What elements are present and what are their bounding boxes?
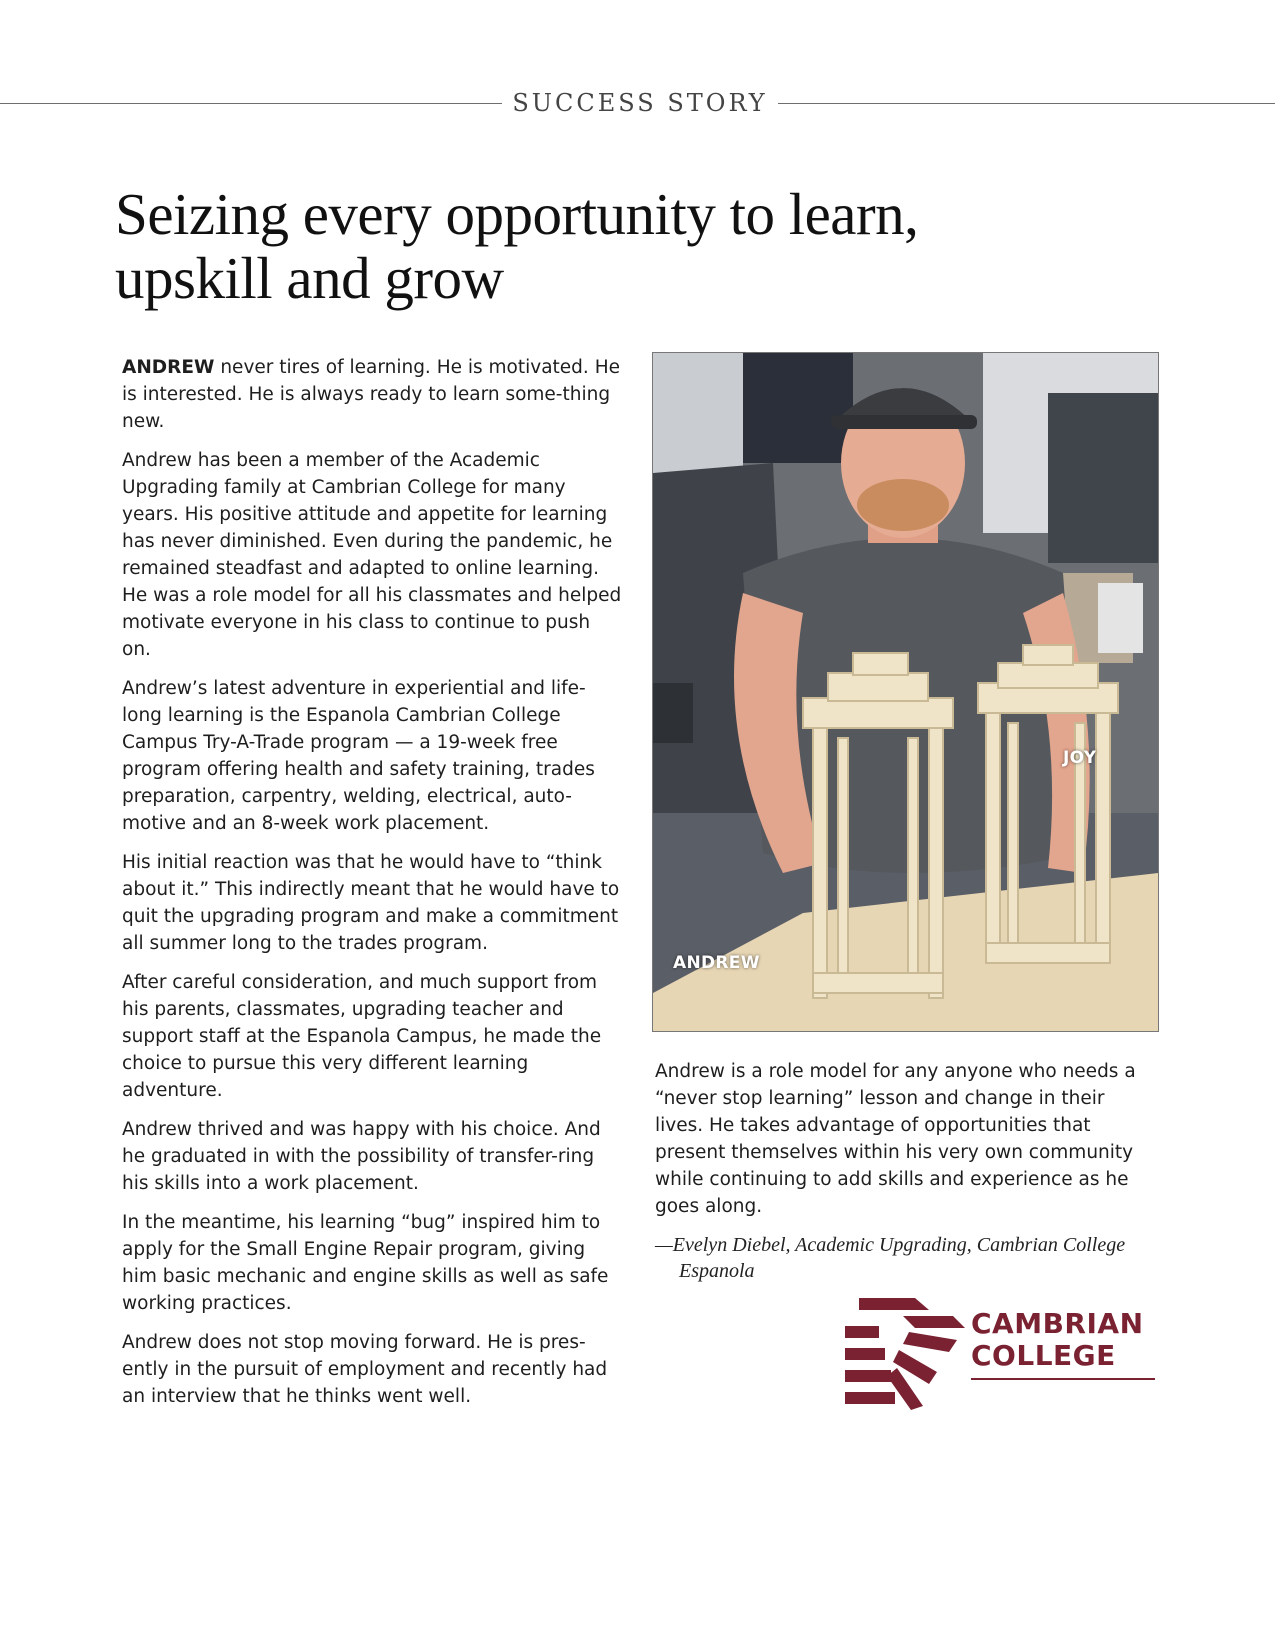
header-rule-right xyxy=(778,103,1275,104)
cambrian-college-logo xyxy=(845,1296,1155,1416)
section-label: SUCCESS STORY xyxy=(512,89,768,117)
article-title: Seizing every opportunity to learn, upskill and grow xyxy=(115,181,919,311)
cambrian-logo-mark-icon xyxy=(845,1296,965,1412)
paragraph-1-text: never tires of learning. He is motivated. He is interested. He is always ready to learn some-thing new. xyxy=(122,357,620,432)
logo-line-2: COLLEGE xyxy=(971,1339,1116,1372)
header-rule-left xyxy=(0,103,502,104)
lead-name: ANDREW xyxy=(122,357,215,378)
article-photo xyxy=(652,352,1159,1032)
logo-line-1: CAMBRIAN xyxy=(971,1307,1144,1340)
logo-underline xyxy=(971,1378,1155,1380)
article-body-right xyxy=(655,1058,1155,1284)
body-paragraph: After careful consideration, and much support from his parents, classmates, upgrading teacher and support staff at the Espanola Campus, he made the choice to pursue this very different learning adventure. xyxy=(122,972,602,1101)
body-paragraph: Andrew thrived and was happy with his choice. And he graduated in with the possibility of transfer-ring his skills into a work placement. xyxy=(122,1119,601,1194)
body-paragraph: Andrew does not stop moving forward. He is pres-ently in the pursuit of employment and recently had an interview that he thinks went well. xyxy=(122,1332,608,1407)
body-paragraph xyxy=(122,354,622,435)
article-body-left xyxy=(122,354,622,1422)
photo-label-andrew: ANDREW xyxy=(673,953,760,973)
photo-label-joy: JOY xyxy=(1063,748,1097,768)
body-paragraph: Andrew’s latest adventure in experiential and life-long learning is the Espanola Cambrian College Campus Try-A-Trade program — a 19-week free program offering health and safety training, trades preparation, carpentry, welding, electrical, auto-motive and an 8-week work placement. xyxy=(122,678,595,834)
body-paragraph: In the meantime, his learning “bug” inspired him to apply for the Small Engine Repair program, giving him basic mechanic and engine skills as well as safe working practices. xyxy=(122,1212,609,1314)
logo-wordmark xyxy=(971,1308,1144,1372)
body-paragraph: His initial reaction was that he would have to “think about it.” This indirectly meant that he would have to quit the upgrading program and make a commitment all summer long to the trades program. xyxy=(122,852,620,954)
body-paragraph: Andrew has been a member of the Academic Upgrading family at Cambrian College for many years. His positive attitude and appetite for learning has never diminished. Even during the pandemic, he remained steadfast and adapted to online learning. He was a role model for all his classmates and helped motivate everyone in his class to continue to push on. xyxy=(122,450,622,660)
attribution: —Evelyn Diebel, Academic Upgrading, Cambrian College Espanola xyxy=(655,1234,1126,1282)
closing-paragraph: Andrew is a role model for any anyone who needs a “never stop learning” lesson and change in their lives. He takes advantage of opportunities that present themselves within his very own community while continuing to add skills and experience as he goes along. xyxy=(655,1061,1136,1217)
workshop-photo-illustration xyxy=(653,353,1158,1031)
section-header xyxy=(0,86,1275,120)
